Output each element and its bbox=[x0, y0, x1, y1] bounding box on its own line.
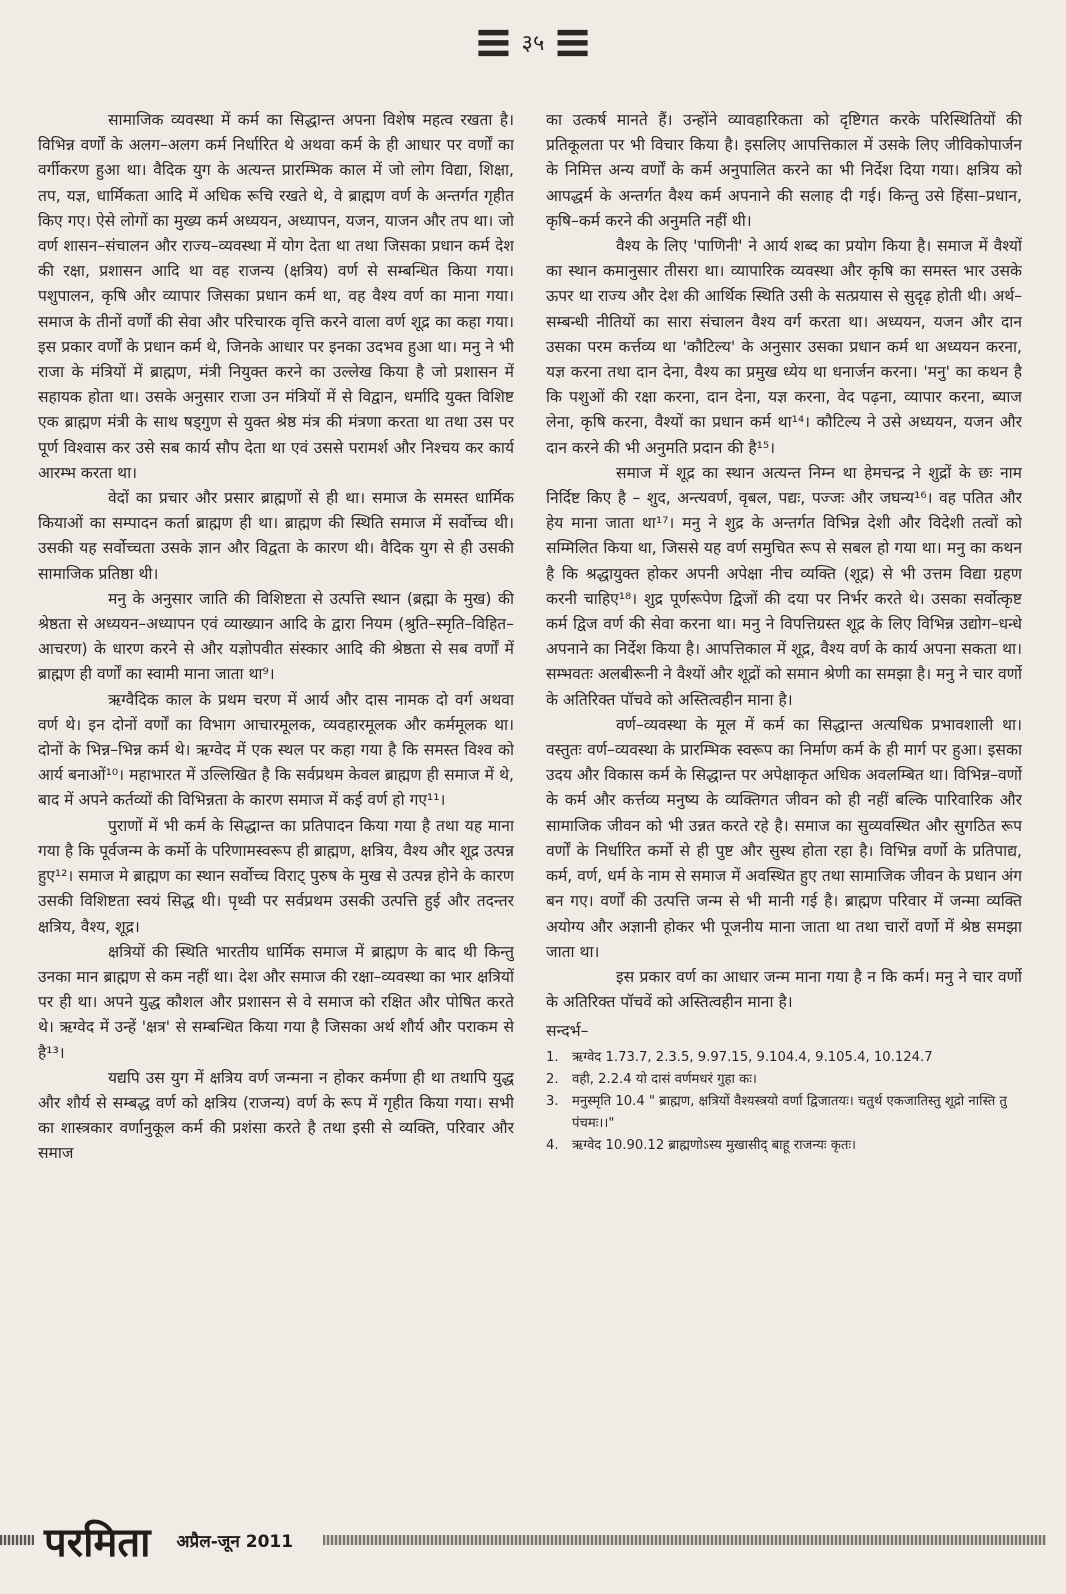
paragraph: इस प्रकार वर्ण का आधार जन्म माना गया है न कि कर्म। मनु ने चार वर्णो के अतिरिक्त पॉचवें को अस्तित्वहीन माना है। bbox=[546, 967, 1022, 1012]
paragraph: मनु के अनुसार जाति की विशिष्टता से उत्पत्ति स्थान (ब्रह्मा के मुख) की श्रेष्ठता से अध्ययन–अध्यापन एवं व्याख्यान आदि के द्वारा नियम (श्रुति–स्मृति–विहित–आचरण) के धारण करने से और यज्ञोपवीत संस्कार आदि की श्रेष्ठता से सब वर्णों में ब्राह्मण ही वर्णों का स्वामी माना जाता था⁹। bbox=[38, 589, 514, 684]
page-number-ornament bbox=[473, 14, 593, 70]
right-column bbox=[546, 108, 1022, 1500]
page-header bbox=[0, 14, 1066, 70]
paragraph: समाज में शूद्र का स्थान अत्यन्त निम्न था हेमचन्द्र ने शुद्रों के छः नाम निर्दिष्ट किए है – शुद, अन्त्यवर्ण, वृबल, पद्यः, पज्जः और जघन्य¹⁶। वह पतित और हेय माना जाता था¹⁷। मनु ने शुद्र के अन्तर्गत विभिन्न देशी और विदेशी तत्वों को सम्मिलित किया था, जिससे यह वर्ण समुचित रूप से सबल हो गया था। मनु का कथन है कि श्रद्धायुक्त होकर अपनी अपेक्षा नीच व्यक्ति (शूद्र) से भी उत्तम विद्या ग्रहण करनी चाहिए¹⁸। शुद्र पूर्णरूपेण द्विजों की दया पर निर्भर करते थे। उसका सर्वोत्कृष्ट कर्म द्विज वर्ण की सेवा करना था। मनु ने विपत्तिग्रस्त शूद्र के लिए विभिन्न उद्योग–धन्धे अपनाने का निर्देश किया है। आपत्तिकाल में शूद्र, वैश्य वर्ण के कार्य अपना सकता था। सम्भवतः अलबीरूनी ने वैश्यों और शूद्रों को समान श्रेणी का समझा है। मनु ने चार वर्णो के अतिरिक्त पॉचवे को अस्तित्वहीन माना है। bbox=[546, 463, 1022, 709]
reference-number: 2. bbox=[546, 1072, 559, 1088]
reference-item bbox=[546, 1069, 1022, 1091]
references-heading: सन्दर्भ– bbox=[546, 1022, 589, 1041]
issue-date: अप्रैल-जून 2011 bbox=[176, 1531, 294, 1552]
paragraph: वैश्य के लिए 'पाणिनी' ने आर्य शब्द का प्रयोग किया है। समाज में वैश्यों का स्थान कमानुसार तीसरा था। व्यापारिक व्यवस्था और कृषि का समस्त भार उसके ऊपर था राज्य और देश की आर्थिक स्थिति उसी के सत्प्रयास से सुदृढ़ होती थी। अर्थ–सम्बन्धी नीतियों का सारा संचालन वैश्य वर्ग करता था। अध्ययन, यजन और दान उसका परम कर्त्तव्य था 'कौटिल्य' के अनुसार उसका प्रधान कर्म था अध्ययन करना, यज्ञ करना तथा दान देना, वैश्य का प्रमुख ध्येय था धनार्जन करना। 'मनु' का कथन है कि पशुओं की रक्षा करना, दान देना, यज्ञ करना, वेद पढ़ना, व्यापार करना, ब्याज लेना, कृषि करना, वैश्यों का प्रधान कर्म था¹⁴। कौटिल्य ने उसे अध्ययन, यजन और दान करने की भी अनुमति प्रदान की है¹⁵। bbox=[546, 237, 1022, 457]
reference-number: 4. bbox=[546, 1138, 559, 1154]
paragraph: ऋग्वैदिक काल के प्रथम चरण में आर्य और दास नामक दो वर्ग अथवा वर्ण थे। इन दोनों वर्णों का विभाग आचारमूलक, व्यवहारमूलक और कर्ममूलक था। दोनों के भिन्न–भिन्न कर्म थे। ऋग्वेद में एक स्थल पर कहा गया है कि समस्त विश्व को आर्य बनाओं¹⁰। महाभारत में उल्लिखित है कि सर्वप्रथम केवल ब्राह्मण ही समाज में थे, बाद में अपने कर्तव्यों की विभिन्नता के कारण समाज में कई वर्ण हो गए¹¹। bbox=[38, 690, 514, 810]
page-number: ३५ bbox=[521, 31, 545, 56]
reference-text: मनुस्मृति 10.4 " ब्राह्मण, क्षत्रियों वैश्यस्त्रयो वर्णा द्विजातयः। चतुर्थ एकजातिस्तु शूद्रो नास्ति तु पंचमः।।" bbox=[572, 1094, 1007, 1132]
page-footer bbox=[0, 1510, 1066, 1570]
paragraph: वर्ण–व्यवस्था के मूल में कर्म का सिद्धान्त अत्यधिक प्रभावशाली था। वस्तुतः वर्ण–व्यवस्था के प्रारम्भिक स्वरूप का निर्माण कर्म के ही मार्ग पर हुआ। इसका उदय और विकास कर्म के सिद्धान्त पर अपेक्षाकृत अधिक अवलम्बित था। विभिन्न–वर्णो के कर्म और कर्त्तव्य मनुष्य के व्यक्तिगत जीवन को ही नहीं बल्कि पारिवारिक और सामाजिक जीवन को भी उन्नत करते रहे है। समाज का सुव्यवस्थित और सुगठित रूप वर्णों के निर्धारित कर्मो से ही पुष्ट और सुस्थ होता रहा है। विभिन्न वर्णो के प्रतिपाद्य, कर्म, वर्ण, धर्म के नाम से समाज में अवस्थित हुए तथा सामाजिक जीवन के प्रधान अंग बन गए। वर्णों की उत्पत्ति जन्म से भी मानी गई है। ब्राह्मण परिवार में जन्मा व्यक्ति अयोग्य और अज्ञानी होकर भी पूजनीय माना जाता था तथा चारों वर्णो में श्रेष्ठ समझा जाता था। bbox=[546, 715, 1022, 961]
paragraph: क्षत्रियों की स्थिति भारतीय धार्मिक समाज में ब्राह्मण के बाद थी किन्तु उनका मान ब्राह्मण से कम नहीं था। देश और समाज की रक्षा–व्यवस्था का भार क्षत्रियों पर ही था। अपने युद्ध कौशल और प्रशासन से वे समाज को रक्षित और पोषित करते थे। ऋग्वेद में उन्हें 'क्षत्र' से सम्बन्धित किया गया है जिसका अर्थ शौर्य और पराकम से है¹³। bbox=[38, 942, 514, 1062]
footer-stripe-right bbox=[323, 1535, 1046, 1545]
paragraph: यद्यपि उस युग में क्षत्रिय वर्ण जन्मना न होकर कर्मणा ही था तथापि युद्ध और शौर्य से सम्बद्ध वर्ण को क्षत्रिय (राजन्य) वर्ण के रूप में गृहीत किया गया। सभी का शास्त्रकार वर्णानुकूल कर्म की प्रशंसा करते है तथा इसी से व्यक्ति, परिवार और समाज bbox=[38, 1068, 514, 1163]
reference-item bbox=[546, 1091, 1022, 1135]
references-list bbox=[546, 1047, 1022, 1157]
article-body bbox=[38, 108, 1022, 1500]
left-column bbox=[38, 108, 514, 1500]
reference-number: 3. bbox=[546, 1094, 559, 1110]
ornament-right: ≡ bbox=[552, 14, 593, 70]
paragraph: पुराणों में भी कर्म के सिद्धान्त का प्रतिपादन किया गया है तथा यह माना गया है कि पूर्वजन्म के कर्मो के परिणामस्वरूप ही ब्राह्मण, क्षत्रिय, वैश्य और शूद्र उत्पन्न हुए¹²। समाज मे ब्राह्मण का स्थान सर्वोच्च विराट् पुरुष के मुख से उत्पन्न होने के कारण उसकी विशिष्टता स्वयं सिद्ध थी। पृथ्वी पर सर्वप्रथम उसकी उत्पत्ति हुई और तदन्तर क्षत्रिय, वैश्य, शूद्र। bbox=[38, 816, 514, 936]
journal-name: परमिता bbox=[44, 1518, 151, 1566]
reference-item bbox=[546, 1047, 1022, 1069]
reference-text: ऋग्वेद 10.90.12 ब्राह्मणोऽस्य मुखासीद् बाहू राजन्यः कृतः। bbox=[572, 1138, 857, 1154]
paragraph-continuation: का उत्कर्ष मानते हैं। उन्होंने व्यावहारिकता को दृष्टिगत करके परिस्थितियों की प्रतिकूलता पर भी विचार किया है। इसलिए आपत्तिकाल में उसके लिए जीविकोपार्जन के निमित्त अन्य वर्णों के कर्म अनुपालित करने का भी निर्देश दिया गया। क्षत्रिय को आपद्धर्म के अन्तर्गत वैश्य कर्म अपनाने की सलाह दी गई। किन्तु उसे हिंसा–प्रधान, कृषि–कर्म करने की अनुमति नहीं थी। bbox=[546, 111, 1022, 230]
paragraph: वेदों का प्रचार और प्रसार ब्राह्मणों से ही था। समाज के समस्त धार्मिक कियाओं का सम्पादन कर्ता ब्राह्मण ही था। ब्राह्मण की स्थिति समाज में सर्वोच्च थी। उसकी यह सर्वोच्चता उसके ज्ञान और विद्वता के कारण थी। वैदिक युग से ही उसकी सामाजिक प्रतिष्ठा थी। bbox=[38, 489, 514, 583]
reference-number: 1. bbox=[546, 1050, 559, 1066]
footer-stripe-left bbox=[0, 1535, 34, 1545]
ornament-left: ≡ bbox=[473, 14, 514, 70]
reference-item bbox=[546, 1135, 1022, 1157]
reference-text: वही, 2.2.4 यो दासं वर्णमधरं गुहा कः। bbox=[572, 1072, 757, 1088]
paragraph: सामाजिक व्यवस्था में कर्म का सिद्धान्त अपना विशेष महत्व रखता है। विभिन्न वर्णों के अलग–अलग कर्म निर्धारित थे अथवा कर्म के ही आधार पर वर्णों का वर्गीकरण हुआ था। वैदिक युग के अत्यन्त प्रारम्भिक काल में जो लोग विद्या, शिक्षा, तप, यज्ञ, धार्मिकता आदि में अधिक रूचि रखते थे, वे ब्राह्मण वर्ण के अन्तर्गत गृहीत किए गए। ऐसे लोगों का मुख्य कर्म अध्ययन, अध्यापन, यजन, याजन और तप था। जो वर्ण शासन–संचालन और राज्य–व्यवस्था में योग देता था तथा जिसका प्रधान कर्म देश की रक्षा, प्रशासन आदि था वह राजन्य (क्षत्रिय) वर्ण से सम्बन्धित किया गया। पशुपालन, कृषि और व्यापार जिसका प्रधान कर्म था, वह वैश्य वर्ण का माना गया। समाज के तीनों वर्णों की सेवा और परिचारक वृत्ति करने वाला वर्ण शूद्र का कहा गया। इस प्रकार वर्णों के प्रधान कर्म थे, जिनके आधार पर इनका उदभव हुआ था। मनु ने भी राजा के मंत्रियों में ब्राह्मण, मंत्री नियुक्त करने का उल्लेख किया है जो प्रशासन में सहायक होता था। उसके अनुसार राजा उन मंत्रियों में से विद्वान, धर्मादि युक्त विशिष्ट एक ब्राह्मण मंत्री के साथ षड्गुण से युक्त श्रेष्ठ मंत्र की मंत्रणा करता था तथा उस पर पूर्ण विश्वास कर उसे सब कार्य सौप देता था एवं उससे परामर्श और निश्चय कर कार्य आरम्भ करता था। bbox=[38, 111, 514, 482]
reference-text: ऋग्वेद 1.73.7, 2.3.5, 9.97.15, 9.104.4, 9.105.4, 10.124.7 bbox=[572, 1050, 933, 1066]
